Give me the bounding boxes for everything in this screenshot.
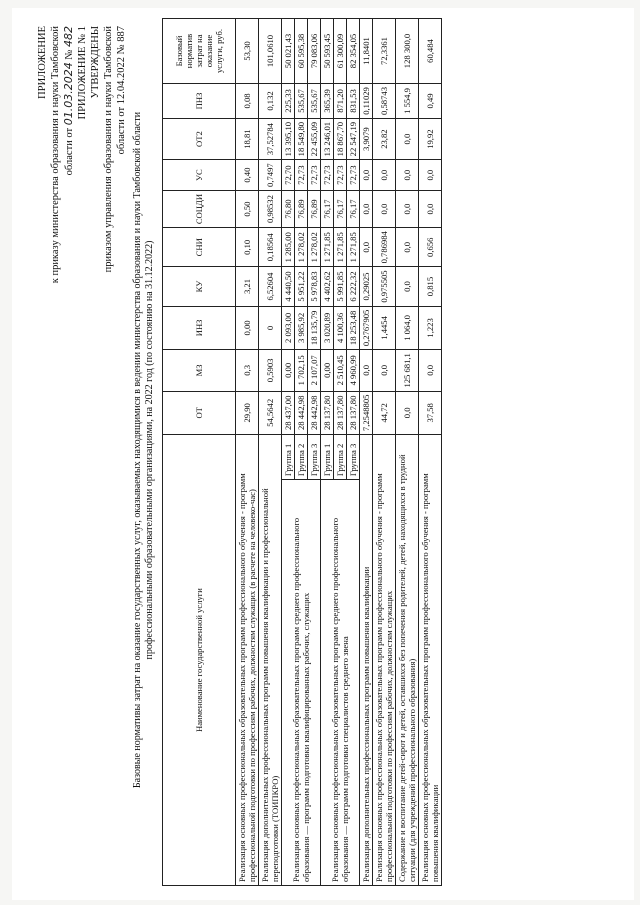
service-name-cell: Реализация основных профессиональных образовательных программ среднего профессионального образования — программ подготовки специалистов среднего звена bbox=[321, 480, 360, 886]
value-cell-pnz: 0,58743 bbox=[373, 84, 396, 119]
value-cell-us: 0,0 bbox=[419, 160, 442, 191]
service-name-cell: Реализация основных профессиональных образовательных программ профессионального обучения - программ повышения квалификации bbox=[419, 435, 442, 886]
approved-order-date: области от 12.04.2022 № 887 bbox=[116, 26, 127, 155]
value-cell-inz: 3 020,89 bbox=[321, 306, 334, 350]
value-cell-ku: 3,21 bbox=[236, 267, 259, 306]
header-us: УС bbox=[163, 160, 236, 191]
value-cell-inz: 18 253,48 bbox=[347, 306, 360, 350]
value-cell-mz: 0,0 bbox=[373, 350, 396, 391]
value-cell-mz: 2 510,45 bbox=[334, 350, 347, 391]
appendix-header bbox=[36, 26, 128, 366]
value-cell-inz: 1,223 bbox=[419, 306, 442, 350]
value-cell-ot2: 23,82 bbox=[373, 118, 396, 159]
value-cell-pnz: 0,132 bbox=[259, 84, 282, 119]
value-cell-socdi: 76,89 bbox=[308, 190, 321, 227]
appendix-order-ref: к приказу министерства образования и науки Тамбовской bbox=[50, 26, 61, 284]
value-cell-pnz: 0,49 bbox=[419, 84, 442, 119]
value-cell-socdi: 0,0 bbox=[360, 190, 373, 227]
value-cell-ot: 28 137,80 bbox=[321, 391, 334, 435]
value-cell-socdi: 0,0 bbox=[419, 190, 442, 227]
value-cell-us: 0,0 bbox=[360, 160, 373, 191]
value-cell-ot2: 0,0 bbox=[396, 118, 419, 159]
value-cell-socdi: 76,80 bbox=[282, 190, 295, 227]
value-cell-socdi: 76,17 bbox=[321, 190, 334, 227]
value-cell-mz: 0,0 bbox=[419, 350, 442, 391]
table-row bbox=[259, 19, 282, 886]
value-cell-base: 50 593,45 bbox=[321, 19, 334, 84]
table-row bbox=[373, 19, 396, 886]
header-ot: ОТ bbox=[163, 391, 236, 435]
cost-norms-table bbox=[162, 18, 442, 886]
value-cell-us: 0,7497 bbox=[259, 160, 282, 191]
value-cell-us: 0,40 bbox=[236, 160, 259, 191]
header-service-name: Наименование государственной услуги bbox=[163, 435, 236, 886]
value-cell-sni: 1 278,02 bbox=[308, 228, 321, 267]
value-cell-sni: 1 278,02 bbox=[295, 228, 308, 267]
value-cell-pnz: 535,67 bbox=[308, 84, 321, 119]
appendix-label: ПРИЛОЖЕНИЕ bbox=[37, 26, 48, 99]
value-cell-ku: 5 951,22 bbox=[295, 267, 308, 306]
table-header-row bbox=[163, 19, 236, 886]
value-cell-base: 60 595,38 bbox=[295, 19, 308, 84]
header-mz: МЗ bbox=[163, 350, 236, 391]
value-cell-ku: 6,52604 bbox=[259, 267, 282, 306]
value-cell-ot: 7,2548805 bbox=[360, 391, 373, 435]
value-cell-socdi: 0,0 bbox=[373, 190, 396, 227]
value-cell-us: 72,73 bbox=[295, 160, 308, 191]
value-cell-ot: 44,72 bbox=[373, 391, 396, 435]
value-cell-sni: 1 271,85 bbox=[347, 228, 360, 267]
table-row bbox=[321, 19, 334, 886]
group-cell: Группа 2 bbox=[295, 435, 308, 480]
appendix-number-label: ПРИЛОЖЕНИЕ № 1 bbox=[77, 26, 88, 120]
value-cell-socdi: 76,17 bbox=[334, 190, 347, 227]
value-cell-base: 101,0610 bbox=[259, 19, 282, 84]
value-cell-ot: 0,0 bbox=[396, 391, 419, 435]
value-cell-base: 72,3361 bbox=[373, 19, 396, 84]
value-cell-inz: 18 135,79 bbox=[308, 306, 321, 350]
header-base-norm: Базовый норматив затрат на оказание услуги, руб. bbox=[163, 19, 236, 84]
value-cell-ot: 28 137,80 bbox=[334, 391, 347, 435]
value-cell-mz: 0,3 bbox=[236, 350, 259, 391]
group-cell: Группа 3 bbox=[308, 435, 321, 480]
value-cell-ot2: 18,81 bbox=[236, 118, 259, 159]
value-cell-pnz: 871,20 bbox=[334, 84, 347, 119]
value-cell-mz: 0,0 bbox=[360, 350, 373, 391]
appendix-date-line: области от 01.03.2024 № 482 bbox=[62, 26, 75, 176]
value-cell-ku: 6 222,32 bbox=[347, 267, 360, 306]
value-cell-base: 60,484 bbox=[419, 19, 442, 84]
service-name-cell: Реализация основных профессиональных образовательных программ среднего профессионального образования — программ подготовки квалифицированных рабочих, служащих bbox=[282, 480, 321, 886]
service-name-cell: Реализация основных профессиональных образовательных программ профессионального обучения - программ профессиональной подготовки по профессиям рабочих, должностям служащих bbox=[373, 435, 396, 886]
handwritten-number: 482 bbox=[62, 26, 75, 47]
value-cell-sni: 0,18564 bbox=[259, 228, 282, 267]
value-cell-us: 0,0 bbox=[373, 160, 396, 191]
value-cell-sni: 0,0 bbox=[396, 228, 419, 267]
value-cell-ot2: 18 867,70 bbox=[334, 118, 347, 159]
value-cell-ku: 0,815 bbox=[419, 267, 442, 306]
value-cell-ot: 28 437,00 bbox=[282, 391, 295, 435]
value-cell-sni: 0,786984 bbox=[373, 228, 396, 267]
value-cell-us: 72,73 bbox=[347, 160, 360, 191]
service-name-cell: Содержание и воспитание детей-сирот и детей, оставшихся без попечения родителей, детей, находящихся в трудной ситуации (для учреждений профессионального образования) bbox=[396, 435, 419, 886]
value-cell-mz: 0,00 bbox=[282, 350, 295, 391]
service-name-cell: Реализация дополнительных профессиональных программ повышения квалификации и профессиональной переподготовки (ТОИПКРО) bbox=[259, 435, 282, 886]
table-row bbox=[360, 19, 373, 886]
value-cell-base: 11,8401 bbox=[360, 19, 373, 84]
value-cell-base: 82 354,05 bbox=[347, 19, 360, 84]
value-cell-ot: 28 442,98 bbox=[295, 391, 308, 435]
value-cell-ot: 37,58 bbox=[419, 391, 442, 435]
table-row bbox=[419, 19, 442, 886]
value-cell-pnz: 535,67 bbox=[295, 84, 308, 119]
value-cell-ku: 5 991,85 bbox=[334, 267, 347, 306]
value-cell-base: 61 300,09 bbox=[334, 19, 347, 84]
value-cell-ot2: 18 549,80 bbox=[295, 118, 308, 159]
value-cell-ot2: 22 547,19 bbox=[347, 118, 360, 159]
value-cell-sni: 0,10 bbox=[236, 228, 259, 267]
value-cell-inz: 1,4454 bbox=[373, 306, 396, 350]
value-cell-ot2: 19,92 bbox=[419, 118, 442, 159]
value-cell-inz: 2 093,00 bbox=[282, 306, 295, 350]
value-cell-pnz: 0,11029 bbox=[360, 84, 373, 119]
value-cell-ku: 0,0 bbox=[396, 267, 419, 306]
value-cell-ot2: 13 395,10 bbox=[282, 118, 295, 159]
value-cell-socdi: 0,98532 bbox=[259, 190, 282, 227]
value-cell-mz: 4 960,99 bbox=[347, 350, 360, 391]
value-cell-mz: 1 702,15 bbox=[295, 350, 308, 391]
value-cell-sni: 0,0 bbox=[360, 228, 373, 267]
header-sni: СНИ bbox=[163, 228, 236, 267]
value-cell-sni: 0,656 bbox=[419, 228, 442, 267]
value-cell-inz: 0,2767905 bbox=[360, 306, 373, 350]
value-cell-ku: 0,975505 bbox=[373, 267, 396, 306]
approved-label: УТВЕРЖДЕНЫ bbox=[90, 26, 101, 99]
group-cell: Группа 1 bbox=[321, 435, 334, 480]
header-socdi: СОЦДИ bbox=[163, 190, 236, 227]
header-ot2: ОТ2 bbox=[163, 118, 236, 159]
value-cell-ot: 28 442,98 bbox=[308, 391, 321, 435]
value-cell-ku: 4 440,50 bbox=[282, 267, 295, 306]
value-cell-us: 72,73 bbox=[334, 160, 347, 191]
value-cell-sni: 1 285,00 bbox=[282, 228, 295, 267]
value-cell-pnz: 365,39 bbox=[321, 84, 334, 119]
group-cell: Группа 3 bbox=[347, 435, 360, 480]
value-cell-ot: 28 137,80 bbox=[347, 391, 360, 435]
value-cell-ot: 54,5642 bbox=[259, 391, 282, 435]
value-cell-ku: 4 402,62 bbox=[321, 267, 334, 306]
value-cell-pnz: 1 554,9 bbox=[396, 84, 419, 119]
value-cell-base: 53,30 bbox=[236, 19, 259, 84]
value-cell-inz: 4 100,36 bbox=[334, 306, 347, 350]
header-ku: КУ bbox=[163, 267, 236, 306]
value-cell-ot2: 37,52784 bbox=[259, 118, 282, 159]
header-pnz: ПНЗ bbox=[163, 84, 236, 119]
value-cell-socdi: 76,17 bbox=[347, 190, 360, 227]
value-cell-mz: 2 107,07 bbox=[308, 350, 321, 391]
title-line-1: Базовые нормативы затрат на оказание государственных услуг, оказываемых находящимися в ведении министерства образования и науки Тамбовской области bbox=[132, 111, 143, 789]
service-name-cell: Реализация основных профессиональных образовательных программ профессионального обучения - программ профессиональной подготовки по профессиям рабочих, должностям служащих (в расчете на человеко-час) bbox=[236, 435, 259, 886]
value-cell-us: 72,73 bbox=[308, 160, 321, 191]
group-cell: Группа 2 bbox=[334, 435, 347, 480]
title-line-2: профессиональными образовательными организациями, на 2022 год (по состоянию на 31.12.2022) bbox=[144, 240, 155, 660]
group-cell: Группа 1 bbox=[282, 435, 295, 480]
value-cell-inz: 0,00 bbox=[236, 306, 259, 350]
value-cell-mz: 0,00 bbox=[321, 350, 334, 391]
value-cell-ku: 5 978,83 bbox=[308, 267, 321, 306]
service-name-cell: Реализация дополнительных профессиональных программ повышения квалификации bbox=[360, 435, 373, 886]
value-cell-ot2: 22 455,09 bbox=[308, 118, 321, 159]
table-row bbox=[236, 19, 259, 886]
value-cell-socdi: 76,89 bbox=[295, 190, 308, 227]
header-inz: ИНЗ bbox=[163, 306, 236, 350]
document-sheet bbox=[12, 8, 634, 900]
value-cell-ot2: 13 246,01 bbox=[321, 118, 334, 159]
table-body bbox=[236, 19, 442, 886]
value-cell-mz: 125 681,1 bbox=[396, 350, 419, 391]
table-row bbox=[396, 19, 419, 886]
value-cell-pnz: 831,53 bbox=[347, 84, 360, 119]
value-cell-sni: 1 271,85 bbox=[334, 228, 347, 267]
value-cell-ot: 29,90 bbox=[236, 391, 259, 435]
value-cell-socdi: 0,50 bbox=[236, 190, 259, 227]
value-cell-us: 0,0 bbox=[396, 160, 419, 191]
value-cell-socdi: 0,0 bbox=[396, 190, 419, 227]
table-row bbox=[282, 19, 295, 886]
value-cell-inz: 1 064,0 bbox=[396, 306, 419, 350]
handwritten-date: 01.03.2024 bbox=[62, 62, 75, 126]
document-title bbox=[132, 20, 156, 880]
value-cell-base: 128 300,0 bbox=[396, 19, 419, 84]
rotated-content bbox=[32, 14, 632, 886]
value-cell-ot2: 3,9079 bbox=[360, 118, 373, 159]
value-cell-us: 72,73 bbox=[321, 160, 334, 191]
approved-order-ref: приказом управления образования и науки Тамбовской bbox=[103, 26, 114, 273]
value-cell-base: 79 083,06 bbox=[308, 19, 321, 84]
value-cell-pnz: 0,08 bbox=[236, 84, 259, 119]
value-cell-pnz: 225,33 bbox=[282, 84, 295, 119]
value-cell-mz: 0,5903 bbox=[259, 350, 282, 391]
value-cell-base: 50 021,43 bbox=[282, 19, 295, 84]
value-cell-inz: 0 bbox=[259, 306, 282, 350]
value-cell-ku: 0,29025 bbox=[360, 267, 373, 306]
value-cell-us: 72,70 bbox=[282, 160, 295, 191]
value-cell-sni: 1 271,85 bbox=[321, 228, 334, 267]
value-cell-inz: 3 985,92 bbox=[295, 306, 308, 350]
